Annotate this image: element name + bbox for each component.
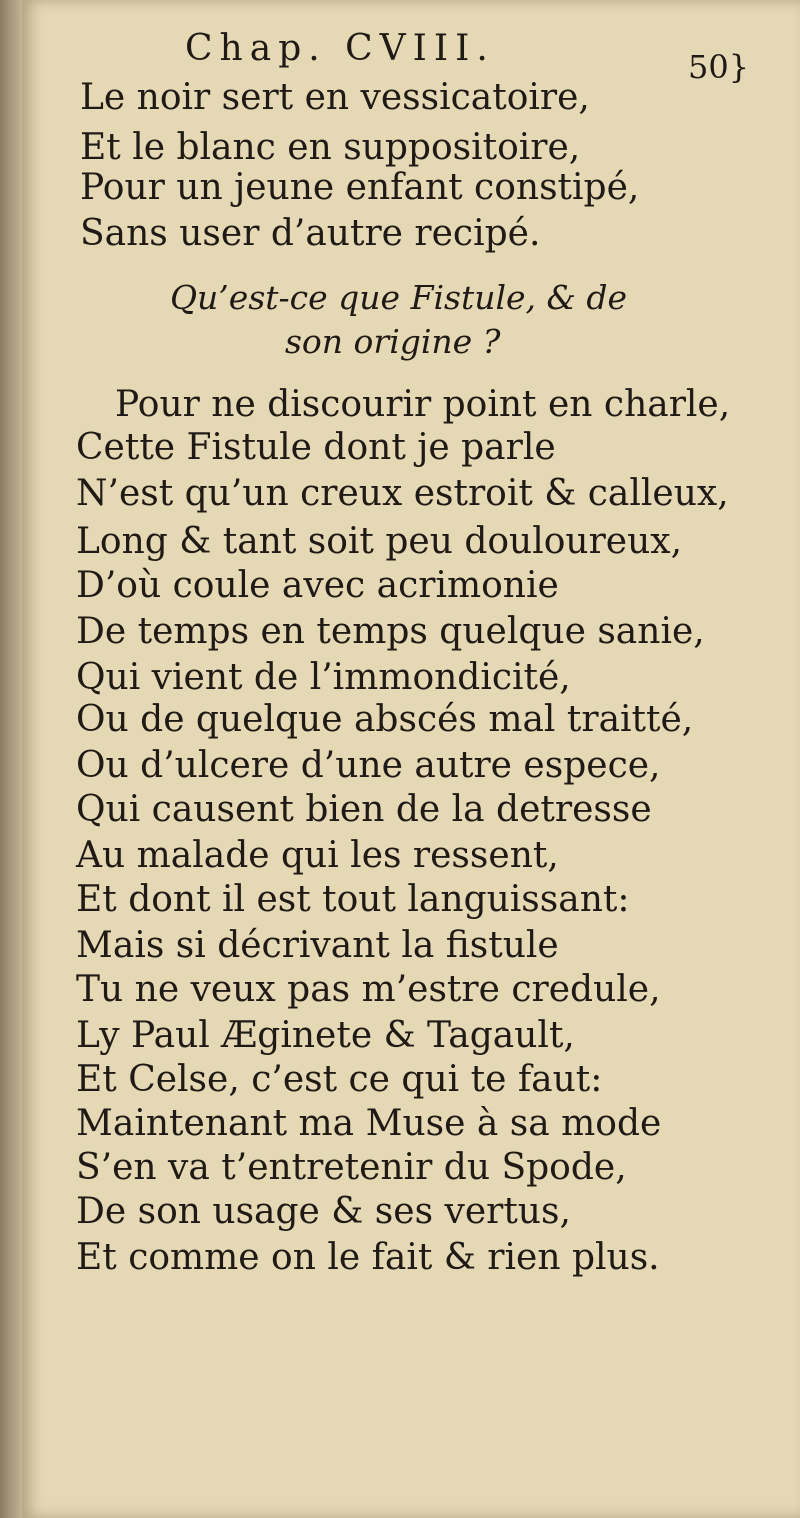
verse-line: Maintenant ma Muse à sa mode xyxy=(76,1103,662,1144)
verse-line: Sans user d’autre recipé. xyxy=(80,213,541,254)
verse-line: Ly Paul Æginete & Tagault, xyxy=(76,1015,575,1056)
running-header: Chap. CVIII. xyxy=(185,28,495,69)
section-heading-line2: son origine ? xyxy=(285,322,501,361)
verse-line: Tu ne veux pas m’estre credule, xyxy=(76,969,661,1010)
verse-line: D’où coule avec acrimonie xyxy=(76,565,559,606)
verse-line: Qui causent bien de la detresse xyxy=(76,789,652,830)
verse-line: Au malade qui les ressent, xyxy=(76,835,559,876)
verse-line: Pour un jeune enfant constipé, xyxy=(80,167,640,208)
verse-line: Et le blanc en suppositoire, xyxy=(80,127,581,168)
verse-line: Cette Fistule dont je parle xyxy=(76,427,556,468)
verse-line: De temps en temps quelque sanie, xyxy=(76,611,705,652)
section-heading-line1: Qu’est-ce que Fistule, & de xyxy=(170,278,628,317)
verse-line: Et Celse, c’est ce qui te faut: xyxy=(76,1059,603,1100)
verse-line: Mais si décrivant la fistule xyxy=(76,925,559,966)
verse-line: De son usage & ses vertus, xyxy=(76,1191,571,1232)
verse-line: Et dont il est tout languissant: xyxy=(76,879,630,920)
verse-line: Long & tant soit peu douloureux, xyxy=(76,521,683,562)
verse-line: Qui vient de l’immondicité, xyxy=(76,657,571,698)
verse-line: Ou de quelque abscés mal traitté, xyxy=(76,699,694,740)
page-number: 50} xyxy=(688,48,750,86)
verse-line: Le noir sert en vessicatoire, xyxy=(80,77,590,118)
verse-line: Et comme on le fait & rien plus. xyxy=(76,1237,660,1278)
verse-line: Ou d’ulcere d’une autre espece, xyxy=(76,745,661,786)
verse-line: Pour ne discourir point en charle, xyxy=(115,384,731,425)
verse-line: N’est qu’un creux estroit & calleux, xyxy=(76,473,729,514)
verse-line: S’en va t’entretenir du Spode, xyxy=(76,1147,627,1188)
